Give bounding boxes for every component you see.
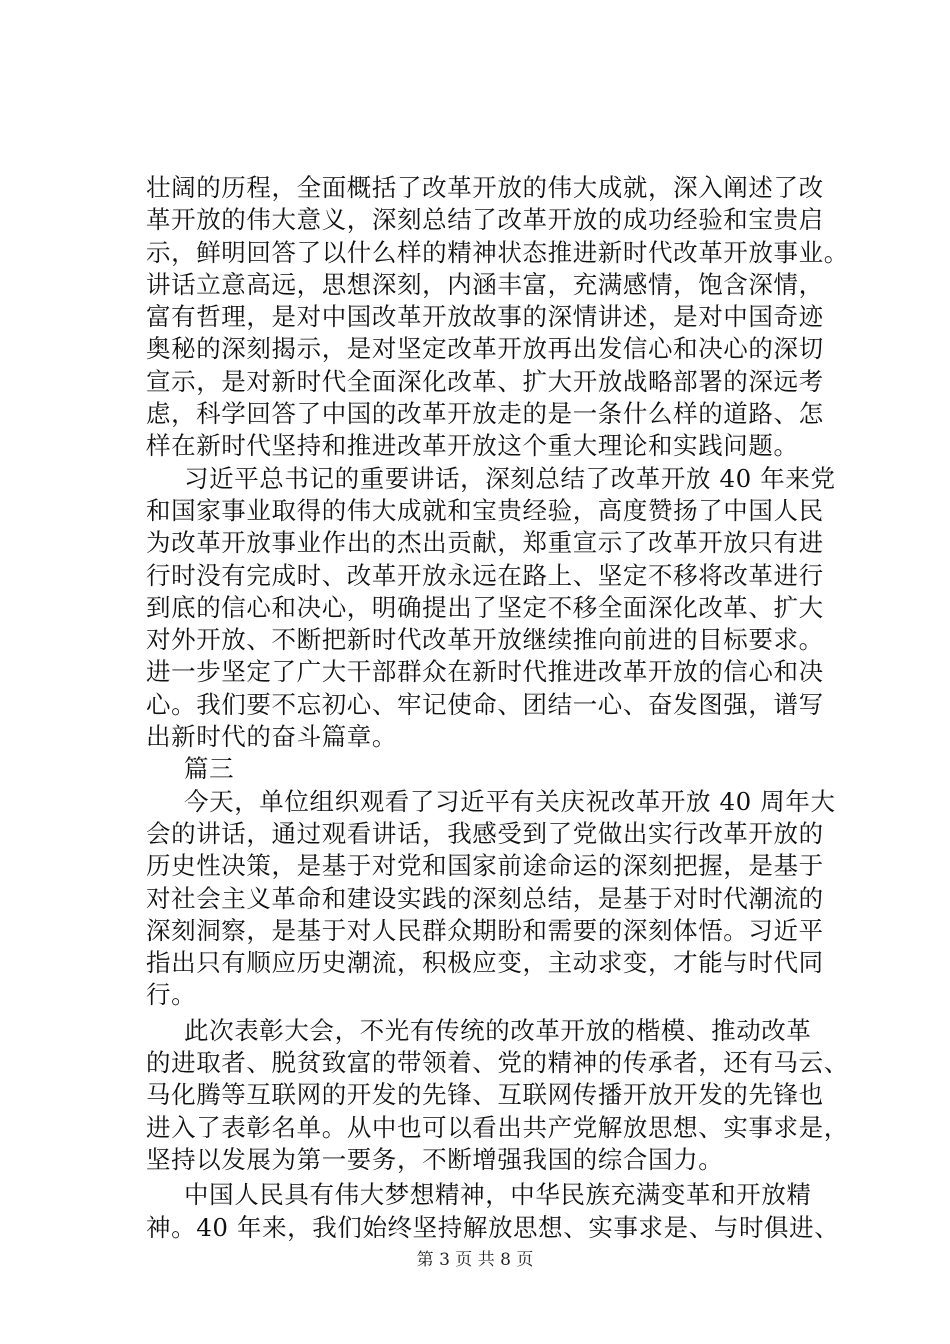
text-line: 指出只有顺应历史潮流，积极应变，主动求变，才能与时代同 — [146, 948, 824, 978]
body-text — [146, 172, 851, 1244]
text-line: 出新时代的奋斗篇章。 — [146, 722, 397, 752]
text-line: 富有哲理，是对中国改革开放故事的深情讲述，是对中国奇迹 — [146, 302, 824, 332]
text-line: 进一步坚定了广大干部群众在新时代推进改革开放的信心和决 — [146, 657, 824, 687]
text-line: 讲话立意高远，思想深刻，内涵丰富，充满感情，饱含深情， — [146, 269, 824, 299]
text-line: 革开放的伟大意义，深刻总结了改革开放的成功经验和宝贵启 — [146, 205, 824, 235]
text-line: 此次表彰大会，不光有传统的改革开放的楷模、推动改革 — [184, 1015, 812, 1045]
text-line: 心。我们要不忘初心、牢记使命、团结一心、奋发图强，谱写 — [146, 689, 824, 719]
text-line: 奥秘的深刻揭示，是对坚定改革开放再出发信心和决心的深切 — [146, 334, 824, 364]
text-line: 深刻洞察，是基于对人民群众期盼和需要的深刻体悟。习近平 — [146, 915, 824, 945]
text-line: 进入了表彰名单。从中也可以看出共产党解放思想、实事求是， — [146, 1112, 849, 1142]
text-line: 壮阔的历程，全面概括了改革开放的伟大成就，深入阐述了改 — [146, 173, 824, 202]
text-line: 样在新时代坚持和推进改革开放这个重大理论和实践问题。 — [146, 431, 799, 461]
text-line: 马化腾等互联网的开发的先锋、互联网传播开放开发的先锋也 — [146, 1080, 824, 1110]
text-line: 会的讲话，通过观看讲话，我感受到了党做出实行改革开放的 — [146, 818, 824, 848]
text-line: 虑，科学回答了中国的改革开放走的是一条什么样的道路、怎 — [146, 399, 824, 429]
text-line: 的进取者、脱贫致富的带领着、党的精神的传承者，还有马云、 — [146, 1048, 849, 1078]
text-line: 对外开放、不断把新时代改革开放继续推向前进的目标要求。 — [146, 625, 824, 655]
text-line: 示，鲜明回答了以什么样的精神状态推进新时代改革开放事业。 — [146, 237, 849, 267]
text-line: 中国人民具有伟大梦想精神，中华民族充满变革和开放精 — [184, 1180, 812, 1210]
text-line: 神。40 年来，我们始终坚持解放思想、实事求是、与时俱进、 — [146, 1212, 840, 1242]
text-line: 坚持以发展为第一要务，不断增强我国的综合国力。 — [146, 1144, 724, 1174]
text-line: 篇三 — [184, 754, 235, 784]
text-line: 行。 — [146, 980, 197, 1010]
text-line: 到底的信心和决心，明确提出了坚定不移全面深化改革、扩大 — [146, 592, 824, 622]
text-line: 历史性决策，是基于对党和国家前途命运的深刻把握，是基于 — [146, 851, 824, 881]
text-line: 为改革开放事业作出的杰出贡献，郑重宣示了改革开放只有进 — [146, 528, 824, 558]
page-footer: 第 3 页 共 8 页 — [416, 1250, 534, 1270]
text-line: 行时没有完成时、改革开放永远在路上、坚定不移将改革进行 — [146, 560, 824, 590]
text-line: 对社会主义革命和建设实践的深刻总结，是基于对时代潮流的 — [146, 883, 824, 913]
text-line: 习近平总书记的重要讲话，深刻总结了改革开放 40 年来党 — [184, 463, 836, 493]
text-line: 今天，单位组织观看了习近平有关庆祝改革开放 40 周年大 — [184, 786, 836, 816]
text-line: 和国家事业取得的伟大成就和宝贵经验，高度赞扬了中国人民 — [146, 495, 824, 525]
text-line: 宣示，是对新时代全面深化改革、扩大开放战略部署的深远考 — [146, 366, 824, 396]
